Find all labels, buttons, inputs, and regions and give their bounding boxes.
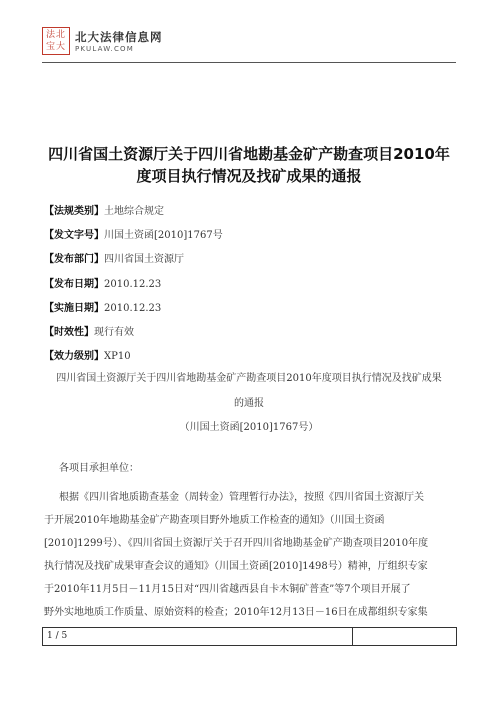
metadata-block: [44, 205, 223, 374]
meta-key: 【时效性】: [44, 326, 94, 338]
body-line: 于2010年11月5日－11月15日对“四川省越西县自卡木铜矿普查”等7个项目开展了: [44, 584, 411, 595]
salutation: 各项目承担单位：: [59, 463, 139, 474]
meta-key: 【发文字号】: [44, 230, 104, 242]
meta-row-category: [44, 205, 223, 229]
meta-value: 2010.12.23: [104, 302, 162, 314]
meta-value: 土地综合规定: [104, 206, 164, 217]
page-number: 1 / 5: [43, 628, 353, 645]
meta-key: 【效力级别】: [44, 351, 104, 363]
body-line: 于开展2010年地勘基金矿产勘查项目野外地质工作检查的通知》（川国土资函: [44, 515, 385, 526]
meta-value: 四川省国土资源厅: [104, 254, 184, 266]
logo-seal: [42, 27, 70, 55]
meta-value: 现行有效: [94, 326, 134, 338]
meta-key: 【发布部门】: [44, 254, 104, 266]
meta-key: 【发布日期】: [44, 278, 104, 290]
body-line: 根据《四川省地质勘查基金（周转金）管理暂行办法》，按照《四川省国土资源厅关: [59, 492, 424, 503]
seal-text: 法北宝大: [45, 30, 66, 52]
meta-value: 2010.12.23: [104, 278, 162, 290]
brand-url: PKULAW.COM: [75, 45, 134, 53]
meta-value: XP10: [104, 351, 131, 363]
doc-heading-line-1: 四川省国土资源厅关于四川省地勘基金矿产勘查项目2010年度项目执行情况及找矿成果: [56, 373, 442, 384]
meta-row-level: [44, 350, 223, 374]
page-footer: [42, 627, 457, 646]
title-line-1: 四川省国土资源厅关于四川省地勘基金矿产勘查项目2010年: [48, 145, 450, 163]
doc-heading-line-2: 的通报: [234, 398, 264, 409]
meta-value: 川国土资函[2010]1767号: [104, 230, 223, 242]
meta-key: 【法规类别】: [44, 206, 104, 217]
doc-number-heading: （川国土资函[2010]1767号）: [179, 422, 319, 433]
title-line-2: 度项目执行情况及找矿成果的通报: [136, 167, 362, 185]
pkulaw-logo: [42, 27, 182, 63]
meta-row-validity: [44, 326, 223, 350]
body-line: 执行情况及找矿成果审查会议的通知》（川国土资函[2010]1498号）精神，厅组织专家: [44, 561, 428, 572]
meta-key: 【实施日期】: [44, 302, 104, 314]
meta-row-doc-number: [44, 229, 223, 253]
footer-empty-cell: [353, 628, 456, 645]
meta-row-publish-date: [44, 278, 223, 302]
meta-row-effective-date: [44, 302, 223, 326]
brand-name: 北大法律信息网: [75, 30, 163, 44]
header-divider: [42, 62, 456, 63]
document-title: [42, 143, 456, 187]
body-line: [2010]1299号）、《四川省国土资源厅关于召开四川省地勘基金矿产勘查项目2010年度: [44, 538, 429, 549]
meta-row-department: [44, 253, 223, 277]
body-line: 野外实地地质工作质量、原始资料的检查；2010年12月13日－16日在成都组织专家集: [44, 607, 428, 618]
